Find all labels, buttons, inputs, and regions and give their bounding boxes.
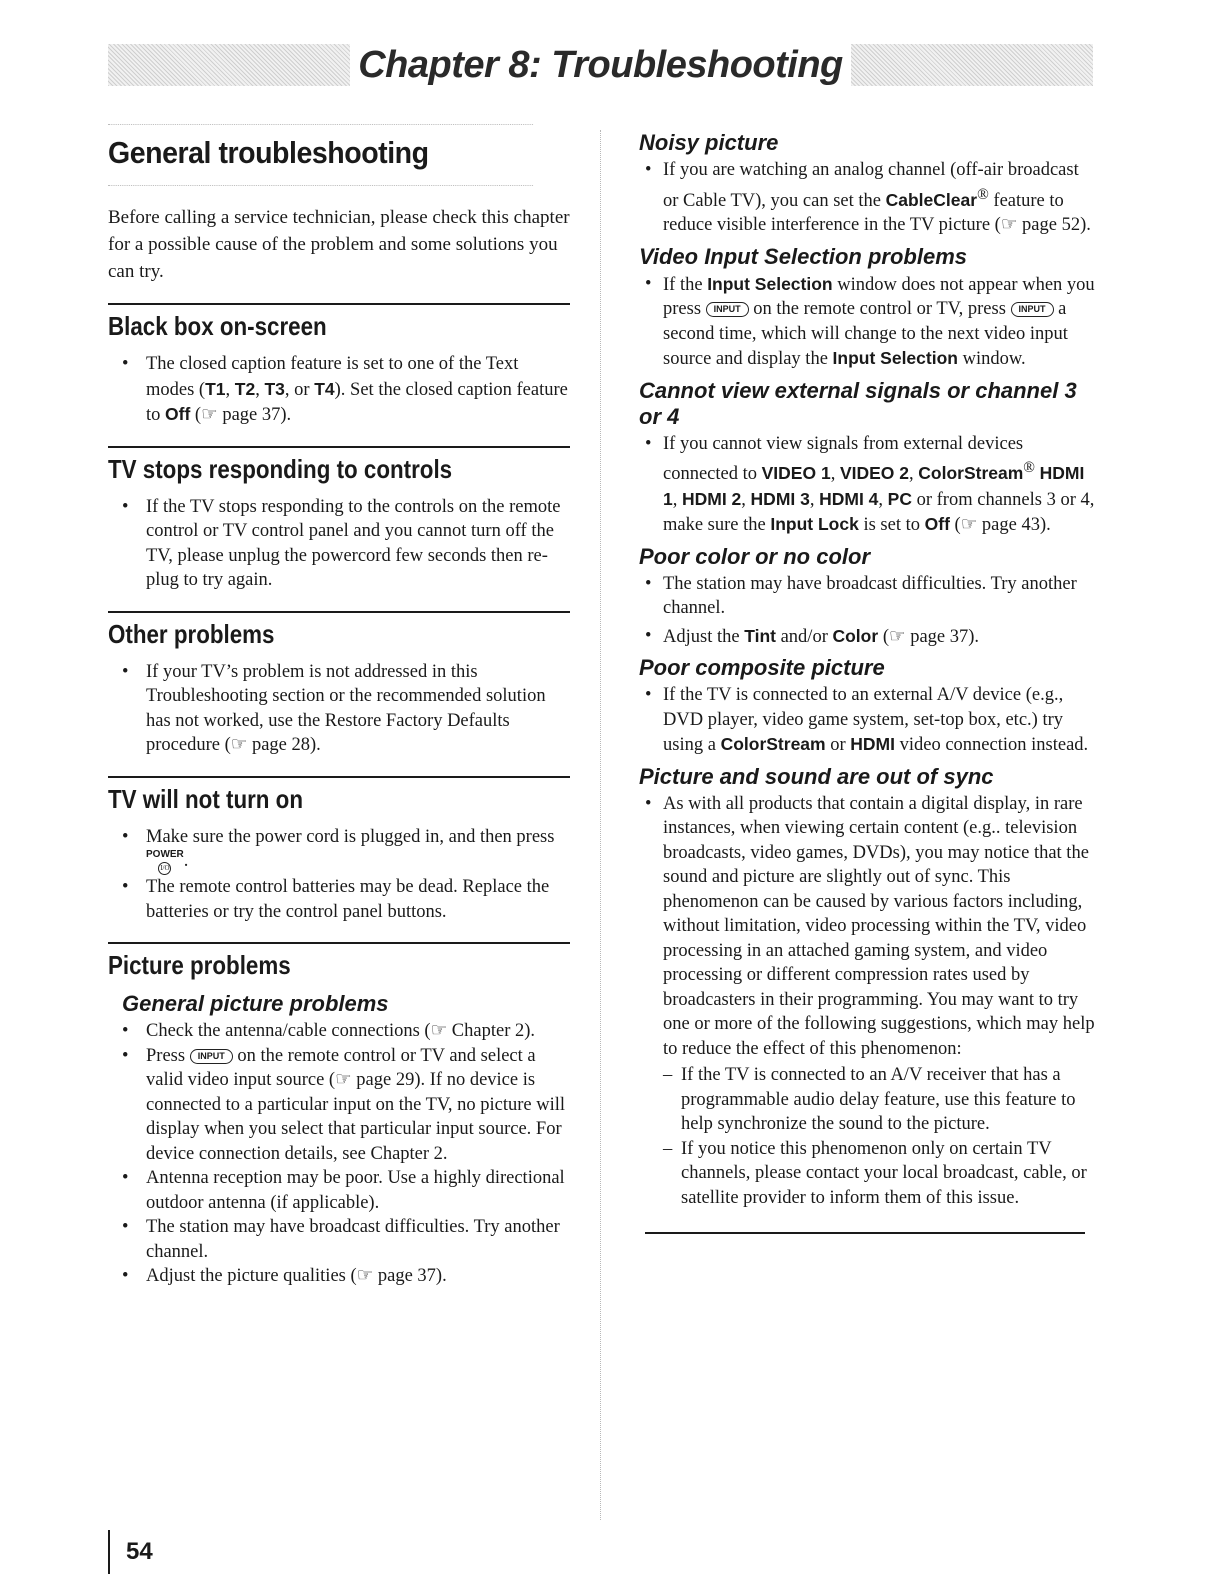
bullet-list xyxy=(108,1019,570,1289)
section-black-box xyxy=(108,303,570,428)
column-divider xyxy=(600,130,601,1520)
pointing-hand-icon: ☞ xyxy=(1000,215,1018,236)
pointing-hand-icon: ☞ xyxy=(335,1070,352,1090)
subsection-title: General picture problems xyxy=(122,991,389,1016)
list-item: • Adjust the Tint and/or Color (☞ page 37). xyxy=(645,624,1095,650)
section-not-turn-on xyxy=(108,776,570,925)
list-item: • The closed caption feature is set to one of the Text modes (T1, T2, T3, or T4). Set the closed caption feature to Off (☞ page 37). xyxy=(108,352,570,428)
page-number: 54 xyxy=(108,1530,153,1574)
input-button-icon: INPUT xyxy=(190,1049,233,1064)
list-item: • Antenna reception may be poor. Use a highly directional outdoor antenna (if applicable). xyxy=(108,1166,570,1215)
bullet-list xyxy=(645,572,1095,650)
list-item: • Adjust the picture qualities (☞ page 37). xyxy=(108,1264,570,1289)
pointing-hand-icon: ☞ xyxy=(230,735,248,755)
list-item: • As with all products that contain a digital display, in rare instances, when viewing certain content (e.g.. television broadcasts, video games, DVDs), you may notice that the sound and picture are slightly out of sync. This phenomenon can be caused by various factors including, without limitation, video processing within the TV, video processing in an attached gaming system, and video processing or different compression rates used by broadcasters in their programming. You may want to try one or more of the following suggestions, which may help to reduce the effect of this phenomenon: – If the TV is connected to an A/V receiver that has a programmable audio delay feature, use this feature to help synchronize the sound to the picture. – If you notice this phenomenon only on certain TV channels, please contact your local broadcast, cable, or satellite provider to inform them of this issue. xyxy=(645,792,1095,1211)
section-picture-problems xyxy=(108,942,570,1289)
bullet-list xyxy=(108,495,570,593)
list-item: • If the Input Selection window does not appear when you press INPUT on the remote control or TV, press INPUT a second time, which will change to the next video input source and display the Input Selection window. xyxy=(645,272,1095,372)
list-item: • If your TV’s problem is not addressed in this Troubleshooting section or the recommended solution has not worked, use the Restore Factory Defaults procedure (☞ page 28). xyxy=(108,660,570,758)
list-item: • If the TV is connected to an external A/V device (e.g., DVD player, video game system, set-top box, etc.) try using a ColorStream or HDMI video connection instead. xyxy=(645,683,1095,758)
list-item: • Make sure the power cord is plugged in, and then press POWER I/O . xyxy=(108,825,570,876)
pointing-hand-icon: ☞ xyxy=(960,515,978,536)
subsection-title: Picture and sound are out of sync xyxy=(639,763,994,789)
subsection-title: Poor composite picture xyxy=(639,655,885,681)
input-button-icon: INPUT xyxy=(1011,302,1054,317)
dash-list xyxy=(663,1063,1095,1210)
input-button-icon: INPUT xyxy=(706,302,749,317)
subsection-title: Poor color or no color xyxy=(639,543,871,569)
right-column xyxy=(639,130,1095,1234)
bullet-list xyxy=(108,660,570,758)
section-title: TV will not turn on xyxy=(108,783,304,814)
pointing-hand-icon: ☞ xyxy=(356,1266,374,1286)
bullet-list xyxy=(645,792,1095,1211)
list-item: • If the TV stops responding to the controls on the remote control or TV control panel and you cannot turn off the TV, please unplug the powercord few seconds then re-plug to try again. xyxy=(108,495,570,593)
list-item: • If you cannot view signals from external devices connected to VIDEO 1, VIDEO 2, ColorStream® HDMI 1, HDMI 2, HDMI 3, HDMI 4, PC or from channels 3 or 4, make sure the Input Lock is set to Off (☞ page 43). xyxy=(645,432,1095,538)
chapter-banner xyxy=(108,44,1093,86)
bullet-list xyxy=(108,825,570,925)
bullet-list xyxy=(645,432,1095,538)
bullet-list xyxy=(108,352,570,428)
list-item: – If the TV is connected to an A/V receiver that has a programmable audio delay feature, use this feature to help synchronize the sound to the picture. xyxy=(663,1063,1095,1137)
list-item: • The station may have broadcast difficulties. Try another channel. xyxy=(645,572,1095,621)
power-button-icon: POWER I/O xyxy=(146,850,184,875)
section-title: Picture problems xyxy=(108,950,291,980)
bullet-list xyxy=(645,683,1095,758)
section-title: TV stops responding to controls xyxy=(108,453,453,484)
section-title: Other problems xyxy=(108,618,275,649)
list-item: • Check the antenna/cable connections (☞ Chapter 2). xyxy=(108,1019,570,1044)
section-other-problems xyxy=(108,611,570,758)
end-rule xyxy=(645,1232,1085,1234)
list-item: • The station may have broadcast difficulties. Try another channel. xyxy=(108,1215,570,1264)
bullet-list xyxy=(645,158,1095,238)
pointing-hand-icon: ☞ xyxy=(201,405,218,425)
pointing-hand-icon: ☞ xyxy=(888,626,906,647)
subsection-title: Noisy picture xyxy=(639,130,779,155)
pointing-hand-icon: ☞ xyxy=(430,1021,448,1041)
subsection-title: Video Input Selection problems xyxy=(639,243,968,269)
main-title: General troubleshooting xyxy=(108,124,533,186)
chapter-title: Chapter 8: Troubleshooting xyxy=(350,44,851,86)
list-item: – If you notice this phenomenon only on certain TV channels, please contact your local broadcast, cable, or satellite provider to inform them of this issue. xyxy=(663,1137,1095,1211)
bullet-list xyxy=(645,272,1095,372)
left-column xyxy=(108,124,578,1289)
intro-paragraph: Before calling a service technician, please check this chapter for a possible cause of the problem and some solutions you can try. xyxy=(108,207,570,282)
list-item: • If you are watching an analog channel (off-air broadcast or Cable TV), you can set the CableClear® feature to reduce visible interference in the TV picture (☞ page 52). xyxy=(645,158,1095,238)
list-item: • The remote control batteries may be dead. Replace the batteries or try the control panel buttons. xyxy=(108,875,570,924)
section-title: Black box on-screen xyxy=(108,311,327,341)
list-item: • Press INPUT on the remote control or TV and select a valid video input source (☞ page 29). If no device is connected to a particular input on the TV, no picture will display when you select that particular input source. For device connection details, see Chapter 2. xyxy=(108,1044,570,1167)
section-tv-stops xyxy=(108,446,570,593)
subsection-title: Cannot view external signals or channel 3 or 4 xyxy=(639,377,1077,429)
